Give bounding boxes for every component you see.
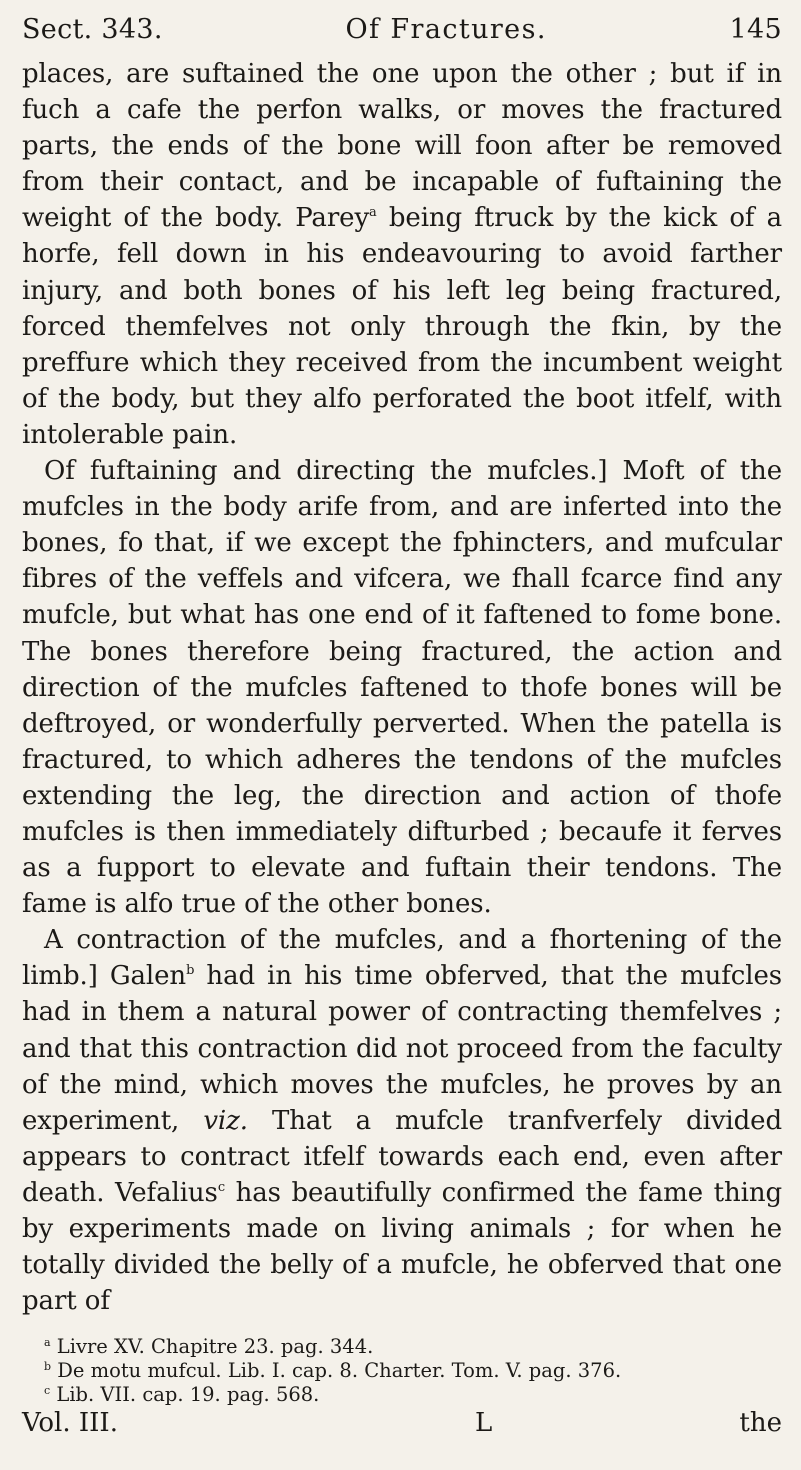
text-run: Of fuftaining and directing the mufcles.] Moft of the mufcles in the body arife from, and are inferted into the bones, fo that, if we except the fphincters, and mufcular fibres of the veffels and vifcera, we fhall fcarce find any mufcle, but what has one end of it faftened to fome bone. The bones therefore being fractured, the action and direction of the mufcles faftened to thofe bones will be deftroyed, or wonderfully perverted. When the patella is fractured, to which adheres the tendons of the mufcles extending the leg, the direction and action of thofe mufcles is then immediately difturbed ; becaufe it ferves as a fupport to elevate and fuftain their tendons. The fame is alfo true of the other bones. [22,456,782,920]
text-run: has beautifully confirmed the fame thing by experiments made on living animals ; for when he totally divided the belly of a mufcle, he obferved that one part of [22,1177,783,1317]
paragraph [22,56,782,453]
running-head [22,14,782,54]
volume-label: Vol. III. [22,1408,118,1439]
text-run: being ftruck by the kick of a horfe, fell down in his endeavouring to avoid farther injury, and both bones of his left leg being fractured, forced themfelves not only through the fkin, by the preffure which they received from the incumbent weight of the body, but they alfo perforated the boot itfelf, with intolerable pain. [22,203,782,450]
catchword: the [739,1408,782,1439]
signature-mark: L [475,1408,493,1439]
footnote-text: Livre XV. Chapitre 23. pag. 344. [50,1335,374,1359]
text-run: had in his time obferved, that the mufcles had in them a natural power of contracting themfelves ; and that this contraction did not proceed from the faculty of the mind, which moves the mufcles, he proves by an experiment, [22,961,782,1136]
body-text [22,56,782,1319]
footnote [44,1335,782,1359]
footnote-marker: c [217,1179,225,1195]
bottom-line [22,1407,782,1439]
italic-text: viz. [203,1105,248,1136]
chapter-title: Of Fractures. [345,14,547,45]
text-run: A contraction of the mufcles, and a fhortening of the limb.] Galen [22,925,782,992]
footnote-mark: a [44,1336,51,1350]
page-number: 145 [729,14,782,45]
footnote-text: De motu mufcul. Lib. I. cap. 8. Charter. Tom. V. pag. 376. [51,1359,622,1383]
footnote-text: Lib. VII. cap. 19. pag. 568. [50,1383,320,1407]
section-number: Sect. 343. [22,14,163,45]
footnote-marker: a [369,205,377,221]
text-run: places, are suftained the one upon the other ; but if in fuch a cafe the perfon walks, or moves the fractured parts, the ends of the bone will foon after be removed from their contact, and be incapable of fuftaining the weight of the body. Parey [22,59,782,234]
footnote [44,1383,782,1407]
footnote-mark: b [44,1360,52,1374]
footnote [44,1359,782,1383]
text-run: That a mufcle tranfverfely divided appears to contract itfelf towards each end, even after death. Vefalius [22,1105,782,1208]
footnote-mark: c [44,1384,51,1398]
paragraph [22,453,782,922]
footnote-marker: b [186,963,195,979]
book-page [22,14,782,1454]
footnotes [22,1335,782,1407]
paragraph [22,922,782,1319]
